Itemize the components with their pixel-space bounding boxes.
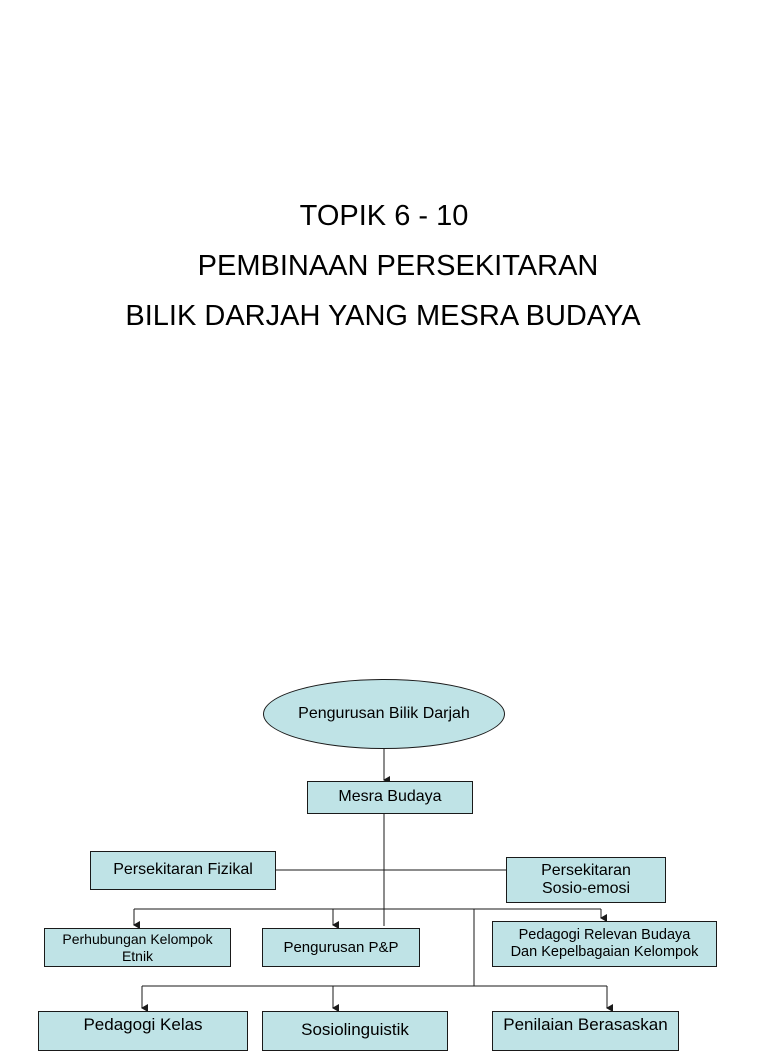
node-perhubungan-kelompok-etnik <box>44 928 231 967</box>
node-pedagogi-relevan-budaya <box>492 921 717 967</box>
node-perhubungan-label-1: Perhubungan Kelompok <box>62 931 213 948</box>
node-persekitaran-fizikal-label: Persekitaran Fizikal <box>113 861 253 879</box>
node-pedagogi-kelas <box>38 1011 248 1051</box>
node-mesra-budaya-label: Mesra Budaya <box>338 788 442 806</box>
title-line-3: BILIK DARJAH YANG MESRA BUDAYA <box>125 300 641 332</box>
node-root <box>263 679 505 749</box>
node-persekitaran-sosio-emosi <box>506 857 666 903</box>
node-root-label: Pengurusan Bilik Darjah <box>298 704 470 722</box>
node-persekitaran-fizikal <box>90 851 276 890</box>
title-line-1: TOPIK 6 - 10 <box>299 200 469 232</box>
node-pedagogi-relevan-label-1: Pedagogi Relevan Budaya <box>518 927 691 944</box>
node-sosio-emosi-label-1: Persekitaran <box>541 861 631 879</box>
node-sosiolinguistik-label: Sosiolinguistik <box>301 1020 409 1039</box>
node-pedagogi-relevan-label-2: Dan Kepelbagaian Kelompok <box>510 944 699 960</box>
node-pengurusan-pnp <box>262 928 420 967</box>
node-pedagogi-kelas-label: Pedagogi Kelas <box>83 1015 203 1034</box>
title-line-2: PEMBINAAN PERSEKITARAN <box>197 250 599 282</box>
node-pengurusan-pnp-label: Pengurusan P&P <box>283 938 399 956</box>
node-penilaian-label: Penilaian Berasaskan <box>503 1015 668 1034</box>
node-sosiolinguistik <box>262 1011 448 1051</box>
node-perhubungan-label-2: Etnik <box>121 947 154 964</box>
node-mesra-budaya <box>307 781 473 814</box>
node-penilaian-berasaskan <box>492 1011 679 1051</box>
node-sosio-emosi-label-2: Sosio-emosi <box>541 880 631 897</box>
